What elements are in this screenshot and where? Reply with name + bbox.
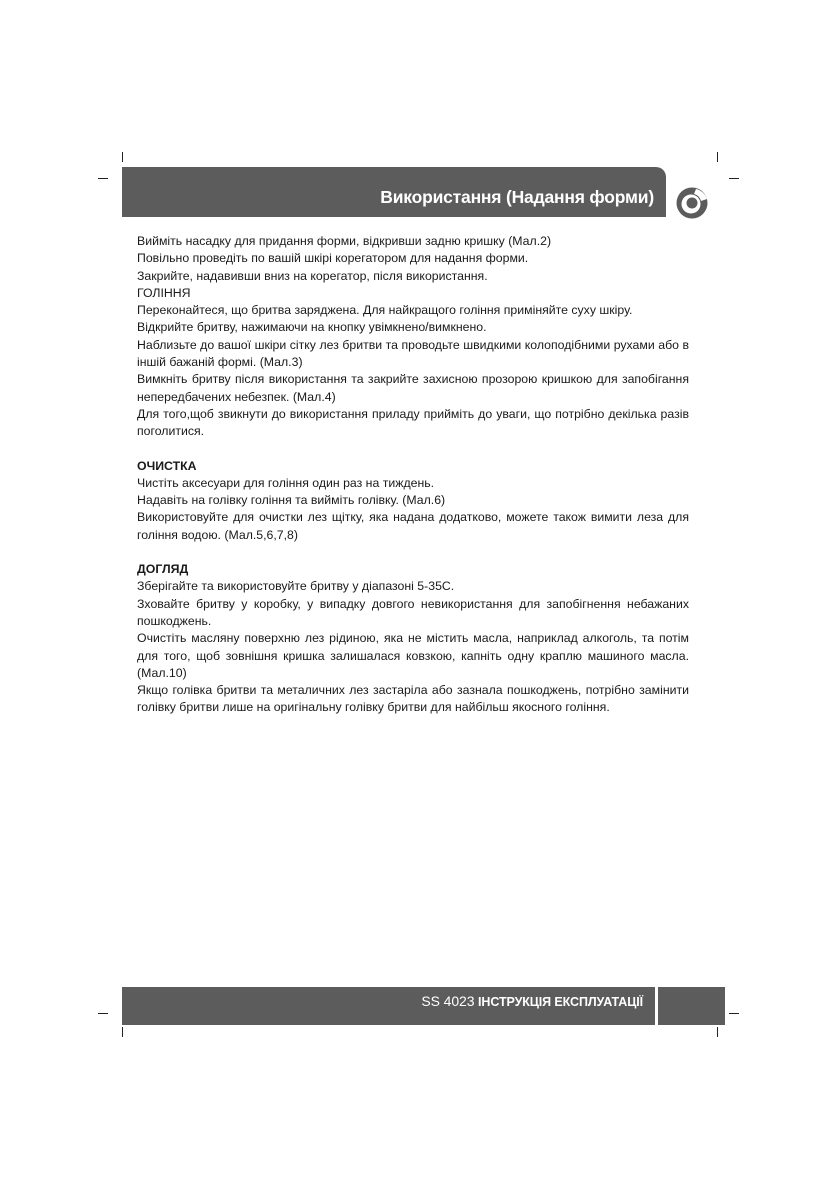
crop-mark: [122, 152, 123, 162]
brand-logo-icon: [674, 185, 710, 221]
paragraph: Наблизьте до вашої шкіри сітку лез бритви та проводьте швидкими колоподібними рухами або в іншій бажаній формі. (Мал.3): [137, 337, 689, 370]
paragraph: Надавіть на голівку гоління та вийміть голівку. (Мал.6): [137, 493, 446, 508]
page-number-box: [658, 987, 725, 1025]
paragraph: Очистіть масляну поверхню лез рідиною, яка не містить масла, наприклад алкоголь, та потім для того, щоб зовнішня кришка залишалася ковзкою, капніть одну краплю машиного масла. (Мал.10): [137, 631, 689, 680]
paragraph: Для того,щоб звикнути до використання приладу прийміть до уваги, що потрібно декілька разів поголитися.: [137, 406, 689, 439]
spacer: [137, 544, 689, 561]
paragraph: Переконайтеся, що бритва заряджена. Для найкращого гоління приміняйте суху шкіру.: [137, 303, 633, 318]
paragraph: Чистіть аксесуари для гоління один раз на тиждень.: [137, 475, 435, 490]
document-title: ІНСТРУКЦІЯ ЕКСПЛУАТАЦІЇ: [478, 995, 643, 1009]
paragraph: Повільно проведіть по вашій шкірі корегатором для надання форми.: [137, 251, 529, 266]
crop-mark: [122, 1027, 123, 1037]
document-body: [137, 233, 689, 717]
paragraph: Якщо голівка бритви та металичних лез застаріла або зазнала пошкоджень, потрібно замінити голівку бритви лише на оригінальну голівку бритви для найбільш якосного гоління.: [137, 683, 689, 715]
spacer: [137, 441, 689, 458]
footer-bar: [122, 987, 655, 1025]
section-heading-care: ДОГЛЯД: [137, 562, 189, 577]
paragraph: Зберігайте та використовуйте бритву у діапазоні 5-35С.: [137, 579, 455, 594]
model-number: SS 4023: [421, 993, 475, 1009]
paragraph: Вийміть насадку для придання форми, відкривши задню кришку (Мал.2): [137, 234, 552, 248]
paragraph: Вимкніть бритву після використання та закрийте захисною прозорою кришкою для запобігання непередбачених небезпек. (Мал.4): [137, 372, 689, 404]
crop-mark: [717, 1027, 718, 1037]
header-bar: [122, 167, 666, 217]
crop-mark: [729, 178, 739, 179]
section-heading-shaving: ГОЛІННЯ: [137, 285, 191, 300]
paragraph: Використовуйте для очистки лез щітку, яка надана додатково, можете також вимити леза для гоління водою. (Мал.5,6,7,8): [137, 510, 689, 542]
paragraph: Відкрийте бритву, нажимаючи на кнопку увімкнено/вимкнено.: [137, 320, 487, 335]
paragraph: Закрийте, надавивши вниз на корегатор, після використання.: [137, 268, 488, 283]
footer-text: [421, 993, 643, 1009]
paragraph: Зховайте бритву у коробку, у випадку довгого невикористання для запобігнення небажаних пошкоджень.: [137, 596, 689, 628]
crop-mark: [98, 178, 108, 179]
crop-mark: [717, 152, 718, 162]
section-heading-cleaning: ОЧИСТКА: [137, 458, 197, 473]
page-title: Використання (Надання форми): [380, 187, 654, 207]
crop-mark: [729, 1013, 739, 1014]
crop-mark: [98, 1013, 108, 1014]
